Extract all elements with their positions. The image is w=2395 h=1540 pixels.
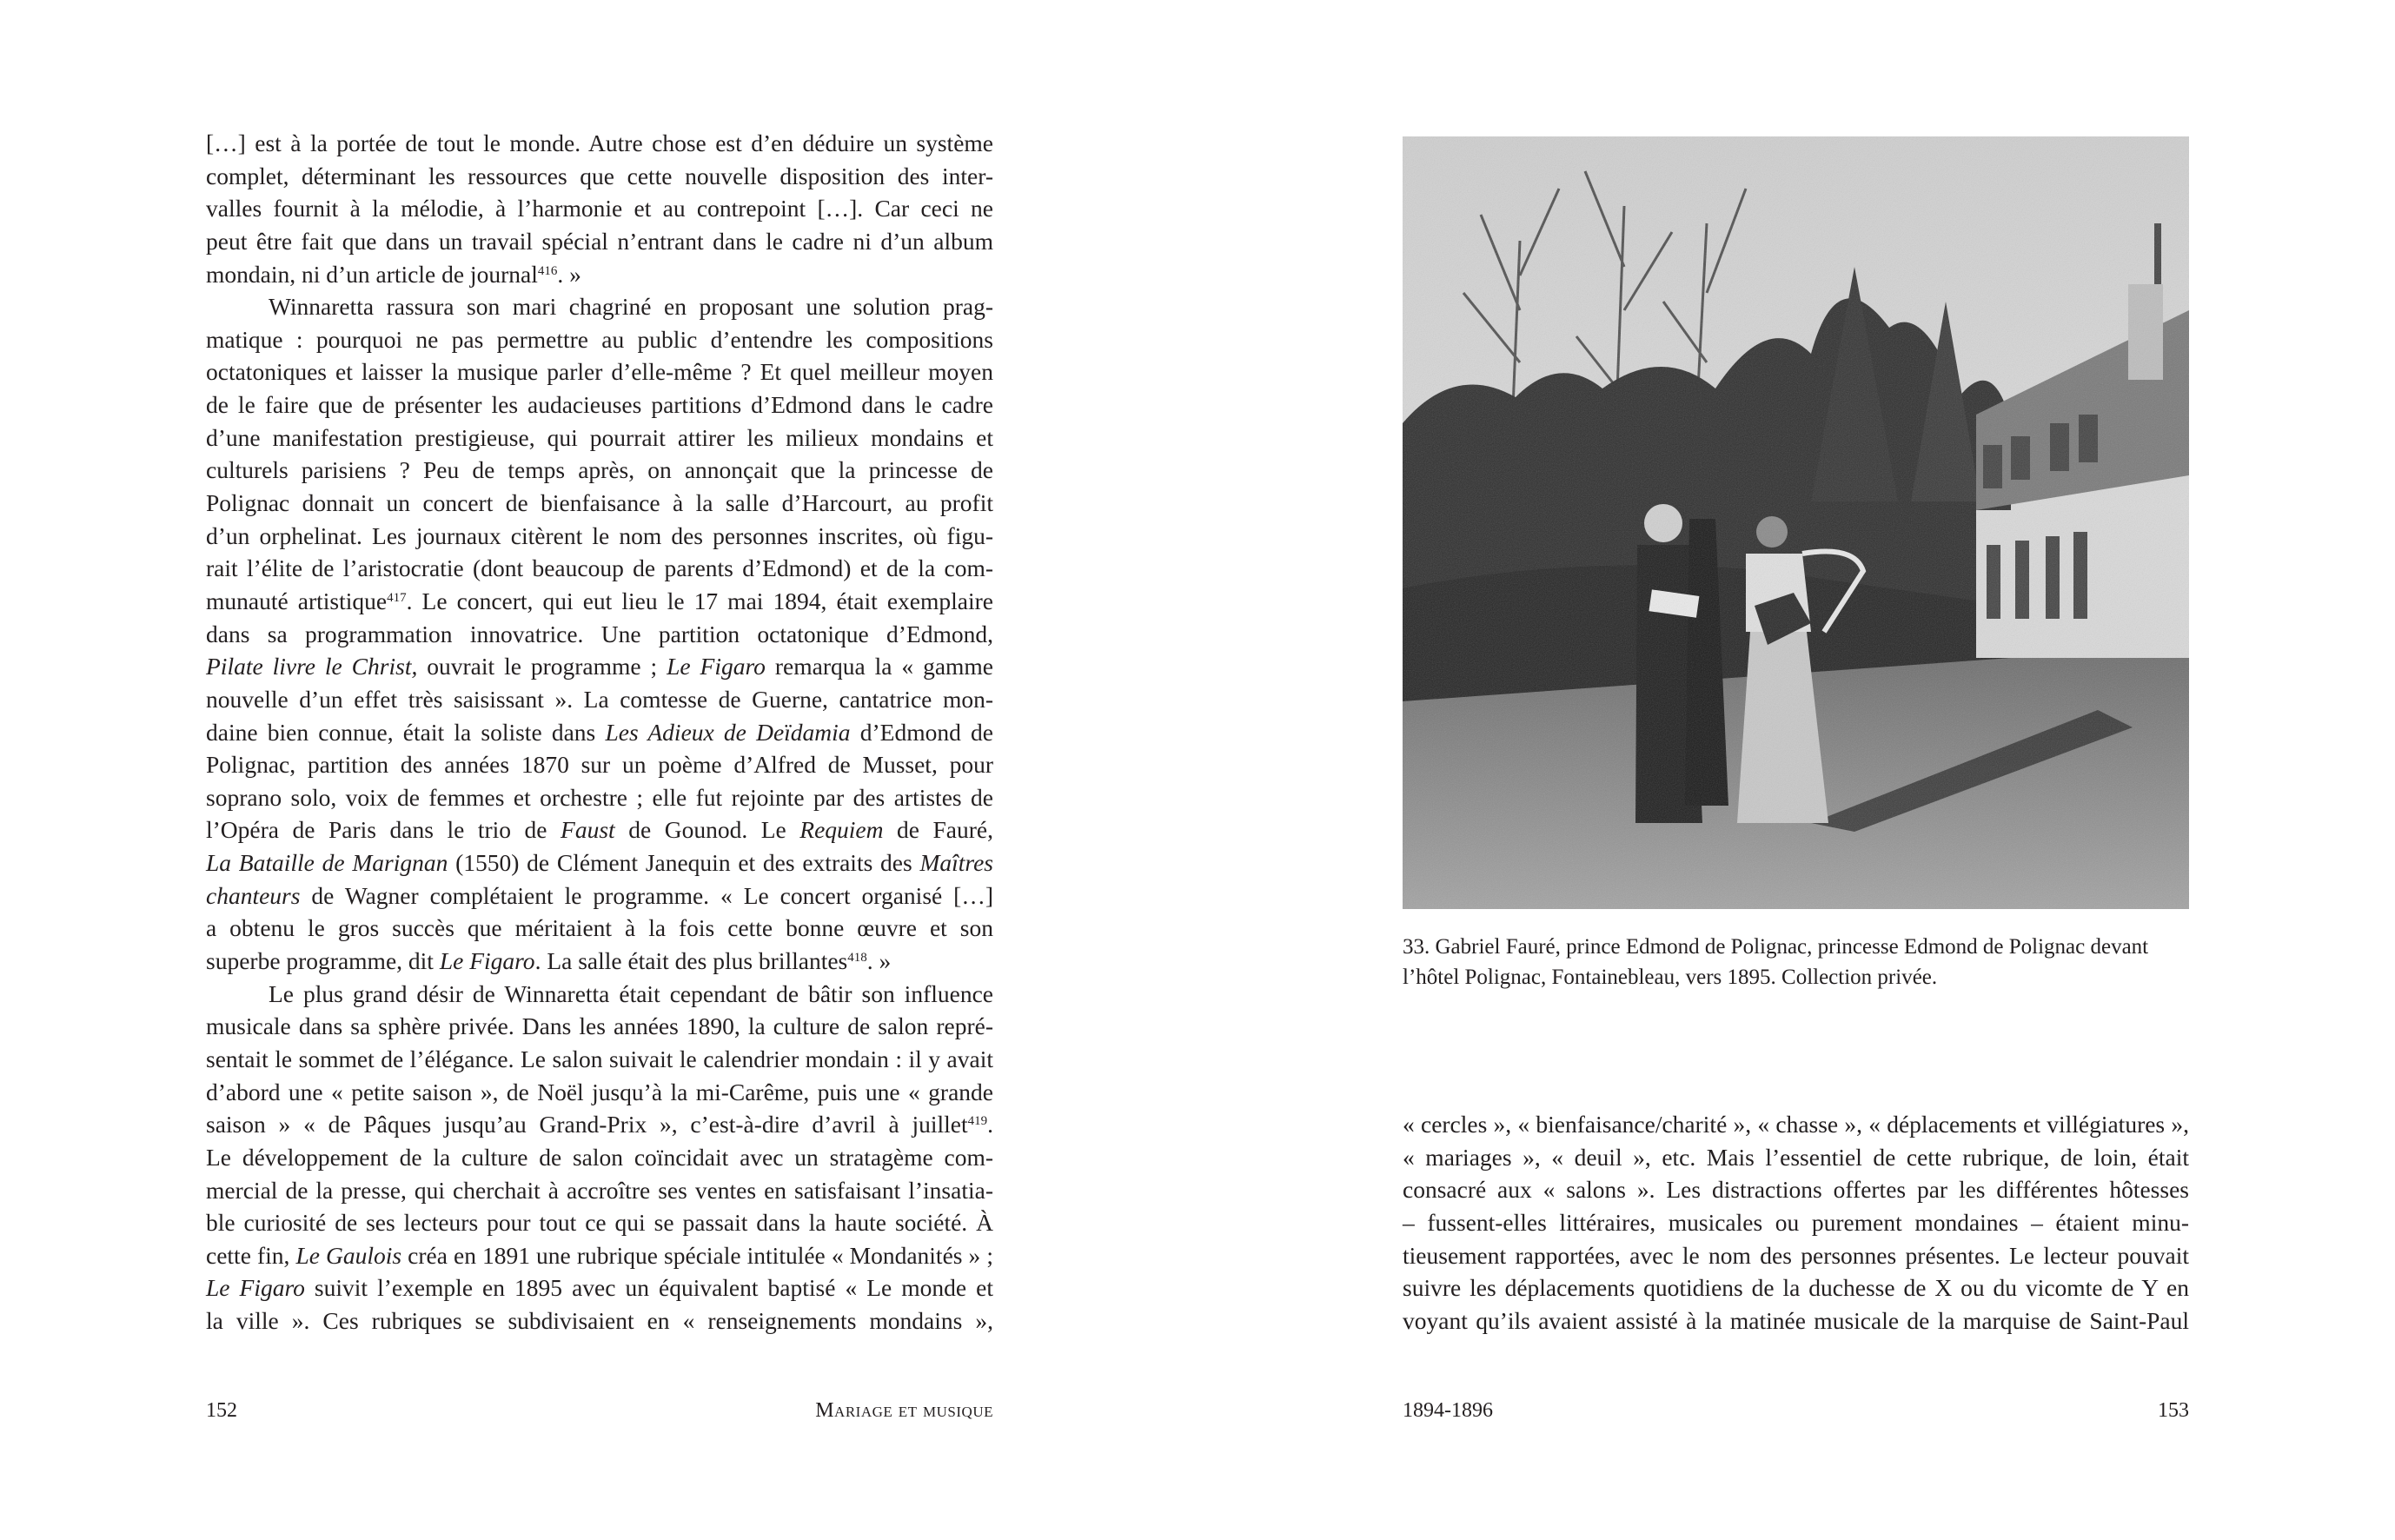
figure-photo	[1403, 136, 2189, 909]
caption-line: 33. Gabriel Fauré, prince Edmond de Polignac, princesse Edmond de Polignac devant	[1403, 935, 2149, 959]
text-line: Pilate livre le Christ, ouvrait le programme ; Le Figaro remarqua la « gamme	[206, 653, 994, 680]
text-line: mondain, ni d’un article de journal$^{416}$. »	[206, 260, 581, 288]
text-line: cette fin, Le Gaulois créa en 1891 une rubrique spéciale intitulée « Mondanités » ;	[206, 1241, 993, 1269]
text-line: chanteurs de Wagner complétaient le programme. « Le concert organisé […]	[206, 881, 993, 909]
text-line: la ville ». Ces rubriques se subdivisaient en « renseignements mondains »,	[206, 1307, 993, 1335]
text-line: octatoniques et laisser la musique parler d’elle-même ? Et quel meilleur moyen	[206, 358, 993, 386]
running-head-left: Mariage et musique	[815, 1399, 993, 1422]
text-line: Le Figaro suivit l’exemple en 1895 avec un équivalent baptisé « Le monde et	[206, 1274, 993, 1302]
text-line: rait l’élite de l’aristocratie (dont beaucoup de parents d’Edmond) et de la com-	[206, 554, 993, 582]
text-line: matique : pourquoi ne pas permettre au public d’entendre les compositions	[206, 325, 993, 353]
text-line: voyant qu’ils avaient assisté à la matinée musicale de la marquise de Saint-Paul	[1403, 1306, 2189, 1334]
text-line: dans sa programmation innovatrice. Une partition octatonique d’Edmond,	[206, 620, 993, 647]
text-line: superbe programme, dit Le Figaro. La salle était des plus brillantes$^{418}$. »	[206, 947, 892, 975]
right-page	[1198, 0, 2395, 1540]
running-head-right: 1894-1896	[1403, 1399, 1493, 1422]
text-line: Winnaretta rassura son mari chagriné en proposant une solution prag-	[269, 293, 993, 321]
text-line: Polignac, partition des années 1870 sur un poème d’Alfred de Musset, pour	[206, 751, 993, 779]
text-line: de le faire que de présenter les audacieuses partitions d’Edmond dans le cadre	[206, 391, 993, 419]
text-line: Le plus grand désir de Winnaretta était cependant de bâtir son influence	[269, 979, 993, 1007]
text-line: daine bien connue, était la soliste dans Les Adieux de Deïdamia d’Edmond de	[206, 718, 993, 746]
text-line: soprano solo, voix de femmes et orchestre ; elle fut rejointe par des artistes de	[206, 783, 993, 811]
text-line: complet, déterminant les ressources que cette nouvelle disposition des inter-	[206, 162, 993, 189]
caption-line: l’hôtel Polignac, Fontainebleau, vers 1895. Collection privée.	[1403, 966, 1938, 989]
text-line: peut être fait que dans un travail spécial n’entrant dans le cadre ni d’un album	[206, 227, 993, 255]
text-line: culturels parisiens ? Peu de temps après, on annonçait que la princesse de	[206, 456, 993, 484]
text-line: d’un orphelinat. Les journaux citèrent le nom des personnes inscrites, où figu-	[206, 521, 993, 549]
text-line: munauté artistique$^{417}$. Le concert, qui eut lieu le 17 mai 1894, était exemplaire	[206, 587, 993, 614]
text-line: sentait le sommet de l’élégance. Le salon suivait le calendrier mondain : il y avait	[206, 1045, 993, 1072]
left-body-text	[206, 127, 993, 1338]
figure-caption	[1403, 932, 2189, 992]
text-line: l’Opéra de Paris dans le trio de Faust de Gounod. Le Requiem de Fauré,	[206, 816, 993, 844]
text-line: suivre les déplacements quotidiens de la duchesse de X ou du vicomte de Y en	[1403, 1274, 2189, 1302]
text-line: Polignac donnait un concert de bienfaisance à la salle d’Harcourt, au profit	[206, 489, 993, 517]
photo-illustration	[1403, 136, 2189, 909]
text-line: nouvelle d’un effet très saisissant ». La comtesse de Guerne, cantatrice mon-	[206, 685, 993, 713]
text-line: musicale dans sa sphère privée. Dans les années 1890, la culture de salon repré-	[206, 1012, 993, 1040]
text-line: ble curiosité de ses lecteurs pour tout ce qui se passait dans la haute société. À	[206, 1209, 993, 1237]
text-line: « mariages », « deuil », etc. Mais l’essentiel de cette rubrique, de loin, était	[1403, 1143, 2189, 1171]
text-line: saison » « de Pâques jusqu’au Grand-Prix », c’est-à-dire d’avril à juillet$^{419}$.	[206, 1111, 993, 1138]
text-line: d’une manifestation prestigieuse, qui pourrait attirer les milieux mondains et	[206, 423, 993, 451]
text-line: tieusement rapportées, avec le nom des personnes présentes. Le lecteur pouvait	[1403, 1241, 2189, 1269]
text-line: d’abord une « petite saison », de Noël jusqu’à la mi-Carême, puis une « grande	[206, 1078, 993, 1105]
page-number-right: 153	[2158, 1399, 2189, 1422]
text-line: La Bataille de Marignan (1550) de Clément Janequin et des extraits des Maîtres	[206, 849, 993, 877]
text-line: « cercles », « bienfaisance/charité », « chasse », « déplacements et villégiatures »,	[1403, 1111, 2189, 1138]
page-number-left: 152	[206, 1399, 237, 1422]
text-line: valles fournit à la mélodie, à l’harmonie et au contrepoint […]. Car ceci ne	[206, 195, 993, 222]
text-line: Le développement de la culture de salon coïncidait avec un stratagème com-	[206, 1143, 993, 1171]
right-body-text	[1403, 1108, 2189, 1337]
text-line: – fussent-elles littéraires, musicales ou purement mondaines – étaient minu-	[1403, 1208, 2189, 1236]
text-line: a obtenu le gros succès que méritaient à la fois cette bonne œuvre et son	[206, 914, 993, 942]
text-line: consacré aux « salons ». Les distractions offertes par les différentes hôtesses	[1403, 1176, 2189, 1204]
text-line: […] est à la portée de tout le monde. Autre chose est d’en déduire un système	[206, 129, 993, 156]
text-line: mercial de la presse, qui cherchait à accroître ses ventes en satisfaisant l’insatia-	[206, 1176, 993, 1204]
